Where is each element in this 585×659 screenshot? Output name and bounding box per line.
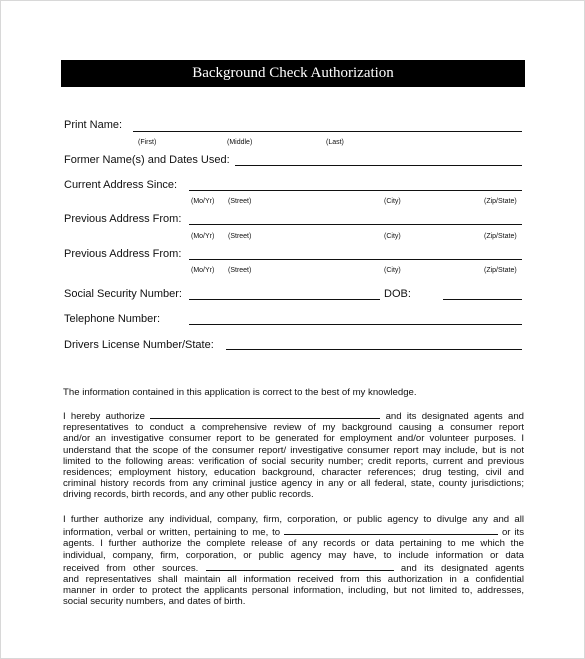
- moyr-sublabel: (Mo/Yr): [191, 198, 215, 205]
- form-title: Background Check Authorization: [192, 65, 394, 81]
- last-sublabel: (Last): [326, 139, 344, 146]
- former-names-label: Former Name(s) and Dates Used:: [64, 154, 230, 166]
- previous-address-1-label: Previous Address From:: [64, 213, 182, 225]
- para1-line: representatives to conduct a comprehensive review of my background causing a consumer report: [63, 422, 524, 434]
- print-name-field[interactable]: [133, 131, 522, 132]
- current-address-field[interactable]: [189, 190, 522, 191]
- moyr-sublabel: (Mo/Yr): [191, 267, 215, 274]
- drivers-license-label: Drivers License Number/State:: [64, 339, 214, 351]
- para1-line: limited to the following areas: verification of social security number; credit reports, current and previous: [63, 455, 524, 467]
- middle-sublabel: (Middle): [227, 139, 253, 146]
- first-sublabel: (First): [138, 139, 157, 146]
- para2-line: and representatives shall maintain all information received from this authorization in a confidential: [63, 574, 524, 586]
- para1-line: understand that the scope of the consumer report/ investigative consumer report may include, but is not: [63, 444, 524, 456]
- street-sublabel: (Street): [228, 233, 252, 240]
- ssn-field[interactable]: [189, 299, 380, 300]
- telephone-field[interactable]: [189, 324, 522, 325]
- moyr-sublabel: (Mo/Yr): [191, 233, 215, 240]
- para2-line: I further authorize any individual, company, firm, corporation, or public agency to divulge any and all: [63, 514, 524, 525]
- print-name-label: Print Name:: [64, 119, 123, 131]
- telephone-label: Telephone Number:: [64, 313, 161, 325]
- para2-line: manner in order to protect the applicants personal information, including, but not limited to, addresses,: [63, 585, 524, 597]
- previous-address-1-field[interactable]: [189, 224, 522, 225]
- para2-line: agents. I further authorize the complete release of any records or data pertaining to me which the: [63, 538, 524, 550]
- para2-line: received from other sources. and its designated agents: [63, 562, 524, 574]
- para2-line: information, verbal or written, pertaining to me, to or its: [63, 527, 524, 539]
- previous-address-2-label: Previous Address From:: [64, 248, 182, 260]
- current-address-label: Current Address Since:: [64, 179, 178, 191]
- street-sublabel: (Street): [228, 267, 252, 274]
- drivers-license-field[interactable]: [226, 349, 522, 350]
- dob-field[interactable]: [443, 299, 522, 300]
- para1-line: I hereby authorize and its designated agents and: [63, 411, 525, 422]
- para1-line: residences; employment history, education background, character references; drug testing, civil and: [63, 467, 524, 479]
- authorization-paragraph: [63, 409, 524, 501]
- former-names-field[interactable]: [235, 165, 522, 166]
- authorized-company-blank[interactable]: [150, 409, 380, 419]
- statement-text: The information contained in this application is correct to the best of my knowledge.: [63, 387, 417, 398]
- city-sublabel: (City): [384, 198, 401, 205]
- city-sublabel: (City): [384, 267, 401, 274]
- para2-line: individual, company, firm, corporation, or public agency may have, to include information or data: [63, 549, 524, 561]
- para1-line: criminal history records from any criminal justice agency in any or all federal, state, county jurisdictions;: [63, 478, 524, 490]
- zipstate-sublabel: (Zip/State): [484, 267, 517, 274]
- title-bar: [61, 60, 525, 87]
- ssn-label: Social Security Number:: [64, 288, 182, 300]
- agent-company-blank[interactable]: [206, 561, 394, 571]
- divulge-to-blank[interactable]: [284, 525, 498, 535]
- para1-line: and/or an investigative consumer report to be generated for employment and/or volunteer purposes. I: [63, 433, 524, 445]
- release-paragraph: [63, 514, 524, 608]
- dob-label: DOB:: [384, 288, 411, 300]
- zipstate-sublabel: (Zip/State): [484, 233, 517, 240]
- previous-address-2-field[interactable]: [189, 259, 522, 260]
- street-sublabel: (Street): [228, 198, 252, 205]
- para2-line: social security numbers, and dates of birth.: [63, 596, 246, 608]
- para1-line: driving records, birth records, and any other public records.: [63, 489, 314, 501]
- zipstate-sublabel: (Zip/State): [484, 198, 517, 205]
- city-sublabel: (City): [384, 233, 401, 240]
